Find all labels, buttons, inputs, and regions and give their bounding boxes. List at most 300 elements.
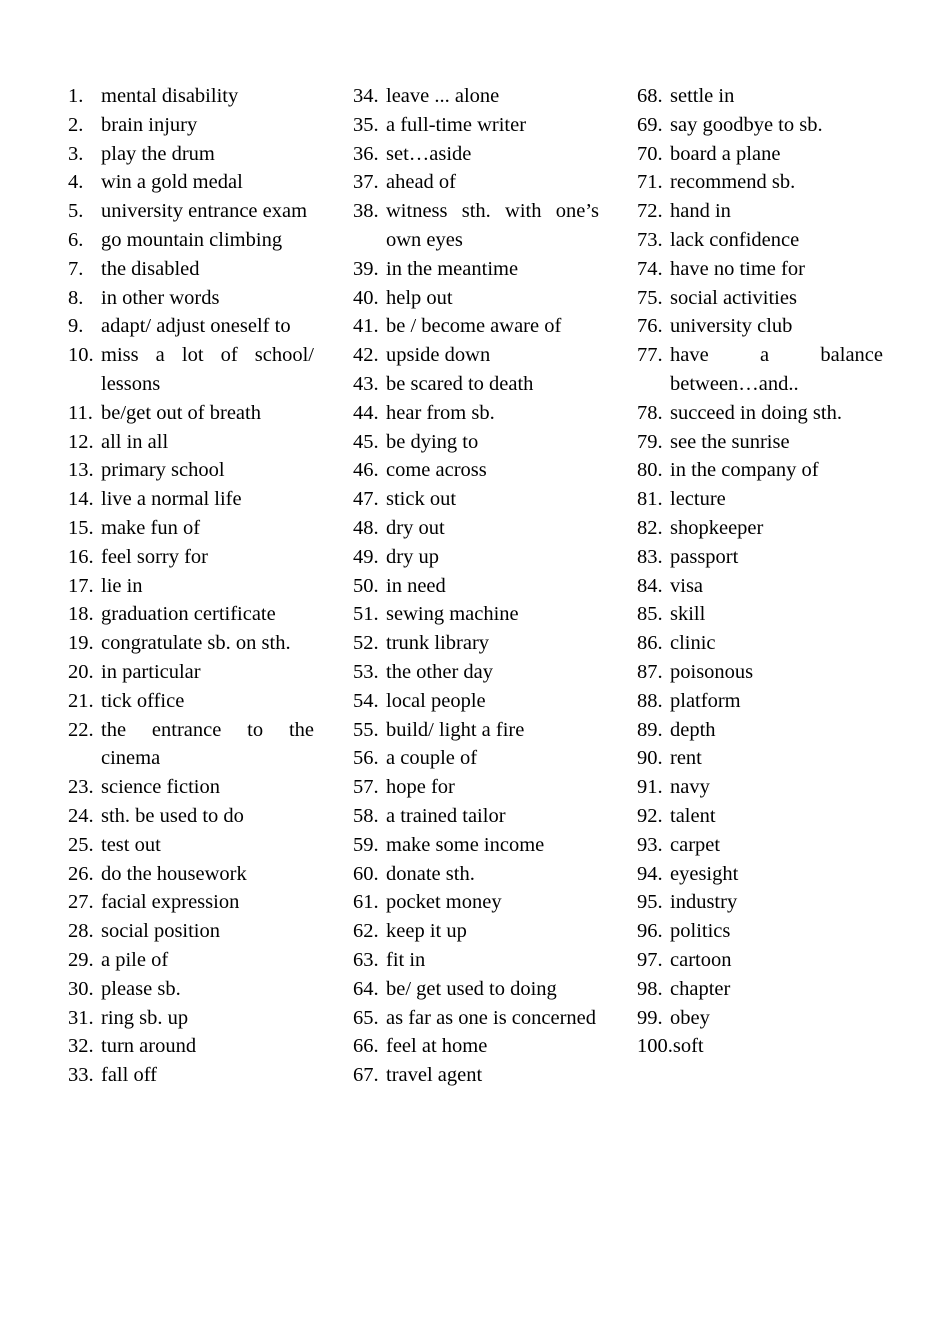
item-phrase: skill <box>670 603 706 626</box>
list-item <box>637 946 883 975</box>
item-number: 46. <box>353 459 379 482</box>
item-number: 93. <box>637 833 663 856</box>
item-number: 27. <box>68 891 94 914</box>
item-number: 6. <box>68 228 84 251</box>
item-phrase: miss a lot of school/ lessons <box>101 344 314 395</box>
item-number: 95. <box>637 891 663 914</box>
list-item <box>637 456 883 485</box>
item-number: 8. <box>68 286 84 309</box>
item-phrase: make fun of <box>101 516 201 539</box>
item-number: 42. <box>353 344 379 367</box>
item-phrase: talent <box>670 804 716 827</box>
item-phrase: ahead of <box>386 171 456 194</box>
list-item <box>353 687 599 716</box>
item-number: 45. <box>353 430 379 453</box>
item-number: 12. <box>68 430 94 453</box>
item-number: 62. <box>353 920 379 943</box>
list-item <box>353 1032 599 1061</box>
item-number: 66. <box>353 1035 379 1058</box>
item-phrase: turn around <box>101 1035 197 1058</box>
item-number: 100. <box>637 1035 673 1058</box>
list-item <box>68 312 314 341</box>
list-item <box>353 946 599 975</box>
item-number: 35. <box>353 113 379 136</box>
item-phrase: upside down <box>386 344 491 367</box>
list-item <box>68 341 314 399</box>
list-item <box>68 197 314 226</box>
item-phrase: lie in <box>101 574 143 597</box>
item-number: 81. <box>637 488 663 511</box>
item-phrase: donate sth. <box>386 862 475 885</box>
list-item <box>353 744 599 773</box>
item-phrase: settle in <box>670 85 735 107</box>
list-item <box>68 226 314 255</box>
list-item <box>637 917 883 946</box>
item-number: 79. <box>637 430 663 453</box>
list-item <box>637 543 883 572</box>
list-item <box>353 111 599 140</box>
item-phrase: politics <box>670 920 731 943</box>
item-number: 3. <box>68 142 84 165</box>
item-number: 4. <box>68 171 84 194</box>
item-number: 39. <box>353 257 379 280</box>
list-item <box>68 284 314 313</box>
item-number: 71. <box>637 171 663 194</box>
item-phrase: sth. be used to do <box>101 804 244 827</box>
list-item <box>68 456 314 485</box>
list-item <box>353 1061 599 1090</box>
item-number: 23. <box>68 776 94 799</box>
item-phrase: the disabled <box>101 257 200 280</box>
item-phrase: say goodbye to sb. <box>670 113 823 136</box>
item-number: 94. <box>637 862 663 885</box>
item-phrase: leave ... alone <box>386 85 500 107</box>
item-number: 83. <box>637 545 663 568</box>
item-phrase: hand in <box>670 200 731 223</box>
item-phrase: eyesight <box>670 862 739 885</box>
list-item <box>68 946 314 975</box>
list-item <box>68 572 314 601</box>
phrase-column-3 <box>637 82 883 1061</box>
list-item <box>637 255 883 284</box>
item-number: 29. <box>68 948 94 971</box>
list-item <box>637 284 883 313</box>
item-phrase: build/ light a fire <box>386 718 525 741</box>
item-number: 63. <box>353 948 379 971</box>
item-number: 37. <box>353 171 379 194</box>
item-phrase: adapt/ adjust oneself to <box>101 315 291 338</box>
list-item <box>353 485 599 514</box>
item-number: 56. <box>353 747 379 770</box>
item-phrase: make some income <box>386 833 545 856</box>
item-phrase: be scared to death <box>386 372 534 395</box>
list-item <box>353 456 599 485</box>
item-number: 61. <box>353 891 379 914</box>
item-phrase: platform <box>670 689 741 712</box>
list-item <box>68 82 314 111</box>
list-item <box>68 255 314 284</box>
item-phrase: witness sth. with one’s own eyes <box>386 200 599 251</box>
item-phrase: poisonous <box>670 660 754 683</box>
item-number: 44. <box>353 401 379 424</box>
item-phrase: hear from sb. <box>386 401 495 424</box>
item-number: 82. <box>637 516 663 539</box>
item-phrase: keep it up <box>386 920 467 943</box>
item-number: 20. <box>68 660 94 683</box>
item-phrase: ring sb. up <box>101 1006 189 1029</box>
item-phrase: board a plane <box>670 142 781 165</box>
list-item <box>68 773 314 802</box>
list-item <box>637 140 883 169</box>
list-item <box>68 600 314 629</box>
phrase-column-1 <box>68 82 314 1090</box>
list-item <box>637 514 883 543</box>
item-phrase: shopkeeper <box>670 516 764 539</box>
list-item <box>637 773 883 802</box>
list-item <box>68 428 314 457</box>
item-phrase: brain injury <box>101 113 198 136</box>
item-number: 73. <box>637 228 663 251</box>
list-item <box>68 629 314 658</box>
item-number: 1. <box>68 85 84 107</box>
list-item <box>353 975 599 1004</box>
item-number: 58. <box>353 804 379 827</box>
item-number: 85. <box>637 603 663 626</box>
list-item <box>637 687 883 716</box>
item-number: 68. <box>637 85 663 107</box>
item-number: 13. <box>68 459 94 482</box>
item-number: 96. <box>637 920 663 943</box>
list-item <box>68 687 314 716</box>
item-phrase: rent <box>670 747 702 770</box>
item-number: 53. <box>353 660 379 683</box>
list-item <box>353 197 599 255</box>
list-item <box>637 975 883 1004</box>
item-phrase: chapter <box>670 977 731 1000</box>
list-item <box>68 802 314 831</box>
item-number: 2. <box>68 113 84 136</box>
item-number: 57. <box>353 776 379 799</box>
list-item <box>353 600 599 629</box>
item-number: 41. <box>353 315 379 338</box>
item-phrase: tick office <box>101 689 185 712</box>
item-phrase: lecture <box>670 488 726 511</box>
list-item <box>353 255 599 284</box>
item-number: 67. <box>353 1064 379 1087</box>
item-number: 31. <box>68 1006 94 1029</box>
item-phrase: stick out <box>386 488 457 511</box>
list-item <box>68 831 314 860</box>
item-number: 72. <box>637 200 663 223</box>
item-phrase: primary school <box>101 459 225 482</box>
item-phrase: in the company of <box>670 459 819 482</box>
item-number: 80. <box>637 459 663 482</box>
list-item <box>637 1004 883 1033</box>
list-item <box>637 1032 883 1061</box>
item-phrase: be / become aware of <box>386 315 562 338</box>
item-number: 86. <box>637 632 663 655</box>
item-number: 28. <box>68 920 94 943</box>
list-item <box>637 312 883 341</box>
list-item <box>68 716 314 774</box>
item-phrase: be dying to <box>386 430 479 453</box>
list-item <box>637 428 883 457</box>
item-number: 32. <box>68 1035 94 1058</box>
item-phrase: go mountain climbing <box>101 228 283 251</box>
item-number: 89. <box>637 718 663 741</box>
list-item <box>637 111 883 140</box>
item-number: 36. <box>353 142 379 165</box>
item-number: 43. <box>353 372 379 395</box>
list-item <box>68 543 314 572</box>
item-phrase: passport <box>670 545 739 568</box>
item-phrase: clinic <box>670 632 716 655</box>
item-number: 69. <box>637 113 663 136</box>
list-item <box>353 629 599 658</box>
item-number: 99. <box>637 1006 663 1029</box>
item-phrase: in other words <box>101 286 220 309</box>
item-phrase: sewing machine <box>386 603 519 626</box>
item-number: 9. <box>68 315 84 338</box>
list-item <box>68 399 314 428</box>
list-item <box>637 629 883 658</box>
item-phrase: university entrance exam <box>101 200 308 223</box>
list-item <box>68 1061 314 1090</box>
item-number: 78. <box>637 401 663 424</box>
item-phrase: feel at home <box>386 1035 488 1058</box>
item-phrase: test out <box>101 833 161 856</box>
item-phrase: a trained tailor <box>386 804 506 827</box>
item-number: 59. <box>353 833 379 856</box>
item-phrase: university club <box>670 315 793 338</box>
phrase-column-2 <box>353 82 599 1090</box>
list-item <box>353 341 599 370</box>
item-phrase: cartoon <box>670 948 732 971</box>
item-number: 87. <box>637 660 663 683</box>
list-item <box>637 802 883 831</box>
item-number: 34. <box>353 85 379 107</box>
item-phrase: set…aside <box>386 142 472 165</box>
item-phrase: soft <box>672 1035 704 1058</box>
item-number: 50. <box>353 574 379 597</box>
item-number: 90. <box>637 747 663 770</box>
list-item <box>353 284 599 313</box>
item-number: 92. <box>637 804 663 827</box>
list-item <box>637 744 883 773</box>
item-number: 33. <box>68 1064 94 1087</box>
item-phrase: feel sorry for <box>101 545 209 568</box>
item-number: 47. <box>353 488 379 511</box>
item-number: 17. <box>68 574 94 597</box>
item-phrase: social position <box>101 920 221 943</box>
item-phrase: be/ get used to doing <box>386 977 557 1000</box>
item-phrase: have a balance between…and.. <box>670 344 883 395</box>
item-number: 60. <box>353 862 379 885</box>
item-phrase: succeed in doing sth. <box>670 401 842 424</box>
list-item <box>353 716 599 745</box>
list-item <box>637 197 883 226</box>
item-phrase: all in all <box>101 430 169 453</box>
list-item <box>68 1004 314 1033</box>
list-item <box>353 802 599 831</box>
list-item <box>637 888 883 917</box>
item-phrase: trunk library <box>386 632 490 655</box>
item-phrase: navy <box>670 776 710 799</box>
item-phrase: in particular <box>101 660 201 683</box>
item-phrase: congratulate sb. on sth. <box>101 632 291 655</box>
item-phrase: fall off <box>101 1064 157 1087</box>
list-item <box>637 860 883 889</box>
item-phrase: fit in <box>386 948 426 971</box>
list-item <box>637 226 883 255</box>
item-phrase: hope for <box>386 776 455 799</box>
list-item <box>353 312 599 341</box>
item-number: 19. <box>68 632 94 655</box>
item-number: 77. <box>637 344 663 367</box>
list-item <box>68 1032 314 1061</box>
item-phrase: social activities <box>670 286 797 309</box>
item-number: 49. <box>353 545 379 568</box>
item-number: 38. <box>353 200 379 223</box>
item-number: 24. <box>68 804 94 827</box>
item-phrase: a couple of <box>386 747 478 770</box>
list-item <box>637 399 883 428</box>
list-item <box>637 716 883 745</box>
item-number: 10. <box>68 344 94 367</box>
item-number: 26. <box>68 862 94 885</box>
list-item <box>68 514 314 543</box>
item-number: 97. <box>637 948 663 971</box>
list-item <box>353 917 599 946</box>
item-phrase: local people <box>386 689 486 712</box>
list-item <box>68 888 314 917</box>
item-number: 98. <box>637 977 663 1000</box>
item-phrase: come across <box>386 459 487 482</box>
list-item <box>68 140 314 169</box>
item-phrase: pocket money <box>386 891 502 914</box>
item-phrase: in need <box>386 574 446 597</box>
list-item <box>353 1004 599 1033</box>
item-number: 18. <box>68 603 94 626</box>
item-number: 76. <box>637 315 663 338</box>
list-item <box>353 168 599 197</box>
item-phrase: lack confidence <box>670 228 800 251</box>
item-number: 11. <box>68 401 93 424</box>
item-phrase: graduation certificate <box>101 603 276 626</box>
item-phrase: the other day <box>386 660 494 683</box>
list-item <box>353 399 599 428</box>
item-number: 5. <box>68 200 84 223</box>
item-number: 91. <box>637 776 663 799</box>
list-item <box>353 140 599 169</box>
list-item <box>353 572 599 601</box>
item-phrase: be/get out of breath <box>101 401 261 424</box>
item-number: 21. <box>68 689 94 712</box>
list-item <box>68 917 314 946</box>
item-phrase: a full-time writer <box>386 113 527 136</box>
item-phrase: obey <box>670 1006 710 1029</box>
list-item <box>353 658 599 687</box>
list-item <box>353 428 599 457</box>
item-phrase: industry <box>670 891 738 914</box>
list-item <box>68 485 314 514</box>
list-item <box>637 168 883 197</box>
item-phrase: help out <box>386 286 453 309</box>
item-number: 75. <box>637 286 663 309</box>
item-number: 22. <box>68 718 94 741</box>
item-number: 64. <box>353 977 379 1000</box>
list-item <box>68 111 314 140</box>
list-item <box>637 572 883 601</box>
item-phrase: facial expression <box>101 891 240 914</box>
item-number: 65. <box>353 1006 379 1029</box>
item-phrase: depth <box>670 718 716 741</box>
list-item <box>353 831 599 860</box>
item-phrase: carpet <box>670 833 721 856</box>
item-phrase: in the meantime <box>386 257 519 280</box>
item-phrase: the entrance to the cinema <box>101 718 314 770</box>
list-item <box>637 831 883 860</box>
item-number: 54. <box>353 689 379 712</box>
item-number: 15. <box>68 516 94 539</box>
list-item <box>353 773 599 802</box>
item-number: 74. <box>637 257 663 280</box>
item-number: 84. <box>637 574 663 597</box>
list-item <box>637 658 883 687</box>
list-item <box>637 600 883 629</box>
item-number: 51. <box>353 603 379 626</box>
item-number: 14. <box>68 488 94 511</box>
list-item <box>637 485 883 514</box>
list-item <box>68 658 314 687</box>
item-number: 52. <box>353 632 379 655</box>
item-number: 7. <box>68 257 84 280</box>
list-item <box>637 82 883 111</box>
list-item <box>68 168 314 197</box>
item-phrase: do the housework <box>101 862 247 885</box>
item-phrase: dry out <box>386 516 445 539</box>
list-item <box>353 82 599 111</box>
item-phrase: recommend sb. <box>670 171 796 194</box>
list-item <box>353 860 599 889</box>
item-phrase: live a normal life <box>101 488 242 511</box>
item-phrase: win a gold medal <box>101 171 243 194</box>
item-number: 70. <box>637 142 663 165</box>
list-item <box>353 543 599 572</box>
list-item <box>637 341 883 399</box>
item-phrase: mental disability <box>101 85 239 107</box>
list-item <box>353 888 599 917</box>
item-phrase: as far as one is concerned <box>386 1006 597 1029</box>
item-number: 40. <box>353 286 379 309</box>
item-number: 88. <box>637 689 663 712</box>
item-phrase: dry up <box>386 545 439 568</box>
item-number: 16. <box>68 545 94 568</box>
item-phrase: science fiction <box>101 776 220 799</box>
item-phrase: travel agent <box>386 1064 483 1087</box>
item-phrase: visa <box>670 574 704 597</box>
list-item <box>68 860 314 889</box>
item-phrase: play the drum <box>101 142 215 165</box>
list-item <box>353 514 599 543</box>
item-phrase: see the sunrise <box>670 430 790 453</box>
item-phrase: have no time for <box>670 257 805 280</box>
item-number: 55. <box>353 718 379 741</box>
item-phrase: a pile of <box>101 948 169 971</box>
item-phrase: please sb. <box>101 977 181 1000</box>
item-number: 48. <box>353 516 379 539</box>
list-item <box>353 370 599 399</box>
